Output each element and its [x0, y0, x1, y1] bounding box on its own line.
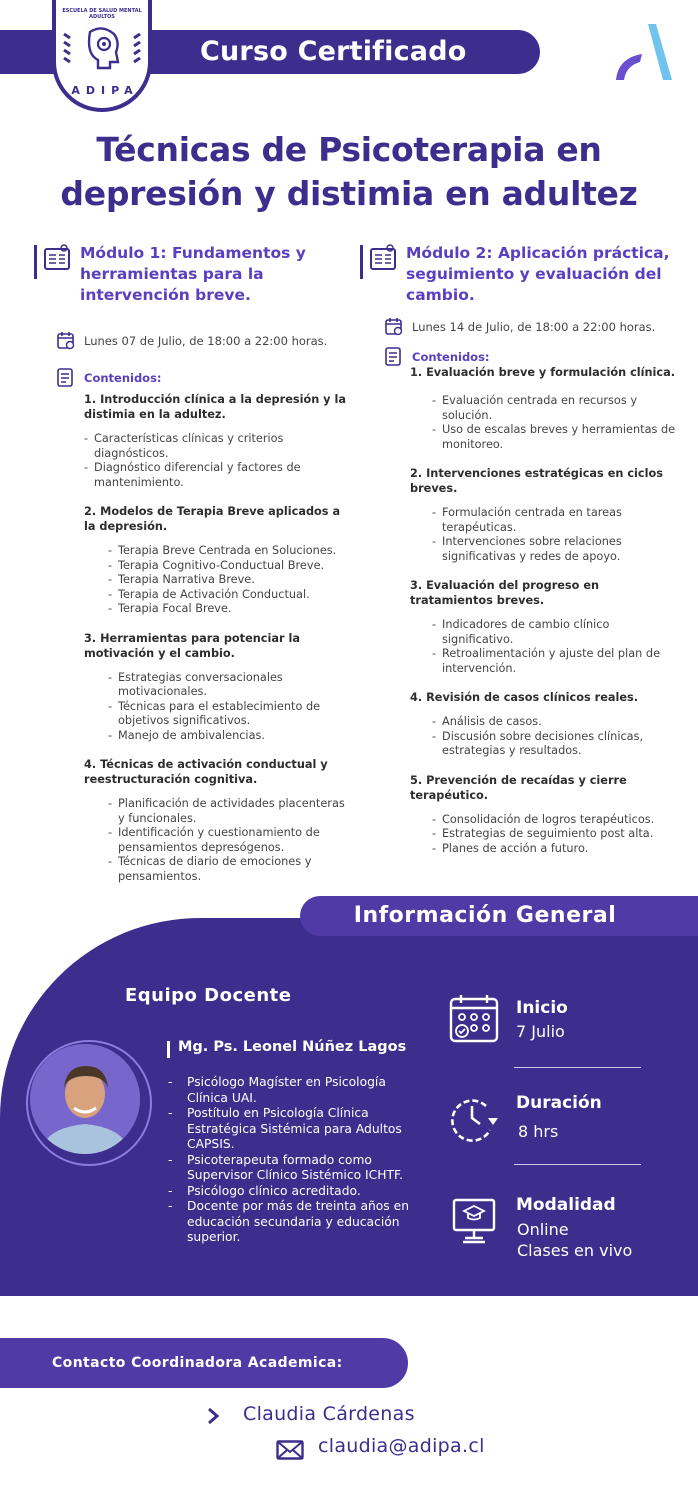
module-2-contents-row: [384, 349, 680, 365]
topic-title: 1. Introducción clínica a la depresión y la distimia en la adultez.: [84, 393, 346, 421]
list-item: - Terapia Cognitivo-Conductual Breve.: [108, 559, 346, 574]
list-item: - Características clínicas y criterios diagnósticos.: [84, 432, 346, 461]
mail-icon[interactable]: [276, 1440, 304, 1460]
general-info-heading: Información General: [353, 903, 617, 928]
module-2-header: [360, 243, 680, 306]
list-item: - Diagnóstico diferencial y factores de mantenimiento.: [84, 461, 346, 490]
calendar-icon: [56, 331, 76, 351]
module-1-title: Módulo 1: Fundamentos y herramientas para la intervención breve.: [80, 244, 306, 304]
topic-list: [108, 671, 346, 744]
list-icon: [384, 347, 404, 367]
list-item: - Consolidación de logros terapéuticos.: [432, 813, 680, 828]
topic-list: [432, 715, 680, 759]
module-1-contents-row: [56, 370, 352, 386]
list-item: - Psicólogo clínico acreditado.: [168, 1184, 428, 1200]
list-item: - Terapia Narrativa Breve.: [108, 573, 346, 588]
module-2: [360, 243, 680, 856]
topic-list: [432, 813, 680, 857]
topic-list: [432, 394, 680, 452]
divider: [514, 1164, 641, 1165]
school-name: ESCUELA DE SALUD MENTAL ADULTOS: [62, 8, 142, 20]
chevron-right-icon: [206, 1407, 220, 1425]
module-2-date-text: Lunes 14 de Julio, de 18:00 a 22:00 horas.: [412, 320, 656, 334]
start-label: Inicio: [516, 998, 568, 1018]
list-item: - Técnicas de diario de emociones y pensamientos.: [108, 855, 346, 884]
topic-list: [432, 618, 680, 676]
teacher-bio-list: [168, 1075, 428, 1246]
list-item: - Postítulo en Psicología Clínica Estratégica Sistémica para Adultos CAPSIS.: [168, 1106, 428, 1153]
contents-label: Contenidos:: [412, 350, 490, 364]
list-item: - Identificación y cuestionamiento de pensamientos depresógenos.: [108, 826, 346, 855]
module-2-date: [384, 319, 680, 335]
start-value: 7 Julio: [516, 1022, 565, 1041]
list-icon: [56, 368, 76, 388]
head-gear-icon: [56, 20, 148, 80]
team-heading: Equipo Docente: [125, 985, 292, 1006]
modality-value-online: Online: [517, 1220, 569, 1239]
list-item: - Formulación centrada en tareas terapéuticas.: [432, 506, 680, 535]
contact-name: Claudia Cárdenas: [243, 1403, 415, 1425]
list-item: - Evaluación centrada en recursos y solución.: [432, 394, 680, 423]
document-idea-icon: [42, 243, 72, 273]
topic-title: 5. Prevención de recaídas y cierre terapéutico.: [410, 773, 627, 802]
clock-icon: [448, 1094, 500, 1142]
avatar: [30, 1044, 140, 1154]
duration-value: 8 hrs: [518, 1122, 559, 1141]
list-item: - Manejo de ambivalencias.: [108, 729, 346, 744]
list-item: - Estrategias conversacionales motivacionales.: [108, 671, 346, 700]
course-title: Técnicas de Psicoterapia en depresión y distimia en adultez: [60, 130, 638, 213]
modality-label: Modalidad: [516, 1195, 616, 1215]
list-item: - Psicólogo Magíster en Psicología Clínica UAI.: [168, 1075, 428, 1106]
module-1-topics: [84, 392, 346, 884]
list-item: - Intervenciones sobre relaciones significativas y redes de apoyo.: [432, 535, 680, 564]
list-item: - Estrategias de seguimiento post alta.: [432, 827, 680, 842]
teacher-photo: [30, 1044, 140, 1154]
banner-title: Curso Certificado: [200, 36, 467, 67]
list-item: - Discusión sobre decisiones clínicas, estrategias y resultados.: [432, 730, 680, 759]
contact-email-link[interactable]: claudia@adipa.cl: [318, 1435, 485, 1457]
list-item: - Uso de escalas breves y herramientas de monitoreo.: [432, 423, 680, 452]
module-1-date-text: Lunes 07 de Julio, de 18:00 a 22:00 horas.: [84, 334, 328, 348]
module-bar: [34, 245, 37, 279]
list-item: - Docente por más de treinta años en educación secundaria y educación superior.: [168, 1199, 428, 1246]
module-1-header: [34, 243, 352, 306]
duration-label: Duración: [516, 1093, 602, 1113]
topic-list: [108, 544, 346, 617]
online-class-icon: [451, 1196, 497, 1246]
list-item: - Planes de acción a futuro.: [432, 842, 680, 857]
school-badge: [52, 0, 152, 112]
list-item: - Terapia Breve Centrada en Soluciones.: [108, 544, 346, 559]
module-1: [34, 243, 352, 884]
calendar-icon: [384, 317, 404, 337]
list-item: - Indicadores de cambio clínico significativo.: [432, 618, 680, 647]
adipa-logo-icon: [612, 22, 672, 84]
divider: [514, 1067, 641, 1068]
topic-list: [84, 432, 346, 490]
topic-title: 2. Modelos de Terapia Breve aplicados a la depresión.: [84, 505, 341, 533]
list-item: - Terapia de Activación Conductual.: [108, 588, 346, 603]
topic-list: [432, 506, 680, 564]
topic-title: 3. Herramientas para potenciar la motivación y el cambio.: [84, 631, 300, 660]
topic-title: 2. Intervenciones estratégicas en ciclos breves.: [410, 467, 663, 495]
modality-value-live: Clases en vivo: [517, 1241, 633, 1260]
module-2-topics: [410, 365, 680, 856]
teacher-bar: [167, 1041, 170, 1058]
module-bar: [360, 245, 363, 279]
list-item: - Análisis de casos.: [432, 715, 680, 730]
topic-title: 4. Revisión de casos clínicos reales.: [410, 691, 639, 704]
module-1-date: [56, 333, 352, 349]
contents-label: Contenidos:: [84, 371, 162, 385]
list-item: - Psicoterapeuta formado como Supervisor Clínico Sistémico ICHTF.: [168, 1153, 428, 1184]
document-idea-icon: [368, 243, 398, 273]
calendar-grid-icon: [448, 993, 500, 1045]
topic-title: 1. Evaluación breve y formulación clínica.: [410, 366, 676, 379]
teacher-name: Mg. Ps. Leonel Núñez Lagos: [178, 1039, 407, 1055]
topic-title: 4. Técnicas de activación conductual y reestructuración cognitiva.: [84, 758, 328, 786]
topic-list: [108, 797, 346, 884]
contact-label: Contacto Coordinadora Academica:: [52, 1355, 343, 1371]
badge-brand-text: ADIPA: [71, 84, 139, 97]
list-item: - Terapia Focal Breve.: [108, 602, 346, 617]
topic-title: 3. Evaluación del progreso en tratamientos breves.: [410, 579, 600, 607]
list-item: - Técnicas para el establecimiento de objetivos significativos.: [108, 700, 346, 729]
module-2-title: Módulo 2: Aplicación práctica, seguimiento y evaluación del cambio.: [406, 244, 670, 304]
list-item: - Retroalimentación y ajuste del plan de intervención.: [432, 647, 680, 676]
list-item: - Planificación de actividades placenteras y funcionales.: [108, 797, 346, 826]
